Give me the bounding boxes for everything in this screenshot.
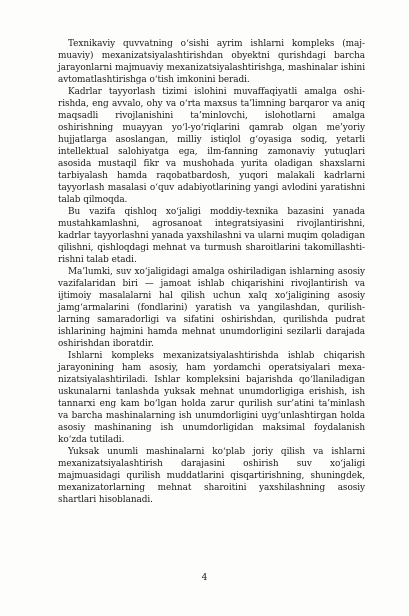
- paragraph-3: Bu vazifa qishloq xo‘jaligi moddiy-texnika bazasini yanada mustahkamlashni, agrosanoat integratsiyasini rivojlantirishni, kadrlar tayyorlashni yanada yaxshilashni va ularni muqim qoladigan qilishni, qishloqdagi mehnat va turmush sharoitlarini takomillashtirishni talab etadi.: [58, 207, 365, 265]
- paragraph-5: Ishlarni kompleks mexanizatsiyalashtirishda ishlab chiqarish jarayonining ham asosiy, ham yordamchi operatsiyalari mexanizatsiyalashtiriladi. Ishlar kompleksini bajarishda qo‘llaniladigan uskunalarni tanlashda yuksak mehnat unumdorligiga erishish, ish tannarxi eng kam bo‘lgan holda zarur qurilish sur’atini ta’minlash va barcha mashinalarning ish unumdorligini uyg‘unlashtirgan holda asosiy mashinaning ish unumdorligidan maksimal foydalanish ko‘zda tutiladi.: [58, 351, 365, 445]
- page-number: 4: [201, 573, 208, 583]
- paragraph-6: Yuksak unumli mashinalarni ko‘plab joriy qilish va ishlarni mexanizatsiyalashtirish darajasini oshirish suv xo‘jaligi majmuasidagi qurilish muddatlarini qisqartirishning, shuningdek, mexanizatorlarning mehnat sharoitini yaxshilashning asosiy shartlari hisoblanadi.: [58, 447, 365, 505]
- paragraph-4: Ma’lumki, suv xo‘jaligidagi amalga oshiriladigan ishlarning asosiy vazifalaridan biri — jamoat ishlab chiqarishini rivojlantirish va ijtimoiy masalalarni hal qilish uchun xalq xo‘jaligining asosiy jamg‘armalarini (fondlarini) yaratish va yangilashdan, qurilishlarning samaradorligi va sifatini oshirishdan, qurilishda pudrat ishlarining hajmini hamda mehnat unumdorligini sezilarli darajada oshirishdan iboratdir.: [58, 267, 365, 349]
- body-text: [58, 38, 365, 506]
- paragraph-2: Kadrlar tayyorlash tizimi islohini muvaffaqiyatli amalga oshirishda, eng avvalo, ohy va o‘rta maxsus ta’limning barqaror va aniq maqsadli rivojlanishini ta’minlovchi, islohotlarni amalga oshirishning muayyan yo‘l-yo‘riqlarini qamrab olgan me’yoriy hujjatlarga asoslangan, milliy istiqlol g‘oyasiga sodiq, yetarli intellektual salohiyatga ega, ilm-fanning zamonaviy yutuqlari asosida mustaqil fikr va mushohada yurita oladigan shaxslarni tarbiyalash hamda raqobatbardosh, yuqori malakali kadrlarni tayyorlash masalasi o‘quv adabiyotlarining yangi avlodini yaratishni talab qilmoqda.: [58, 87, 365, 205]
- paragraph-1: Texnikaviy quvvatning o‘sishi ayrim ishlarni kompleks (majmuaviy) mexanizatsiyalashtirishdan obyektni qurishdagi barcha jarayonlarni majmuaviy mexanizatsiyalashtirishga, mashinalar ishini avtomatlashtirishga o‘tish imkonini beradi.: [58, 39, 365, 85]
